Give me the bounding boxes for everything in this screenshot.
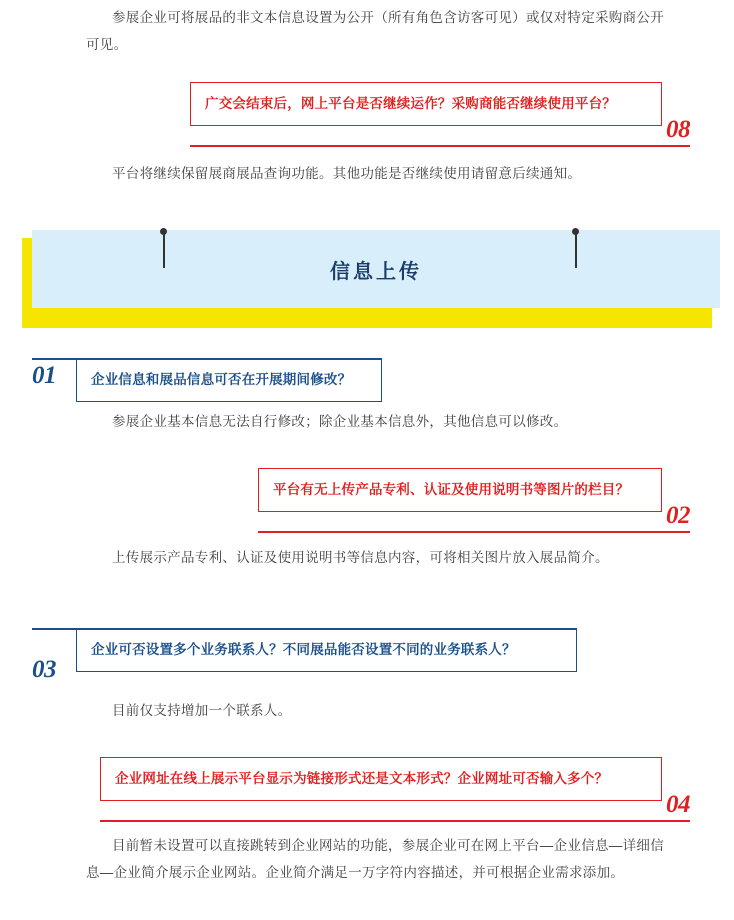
answer-text-01: 参展企业基本信息无法自行修改；除企业基本信息外，其他信息可以修改。	[112, 414, 568, 429]
answer-paragraph-01	[86, 408, 676, 435]
pin-right-head	[572, 228, 579, 235]
question-box-08	[190, 82, 662, 126]
question-box-01	[76, 358, 382, 402]
question-block-04	[100, 757, 690, 818]
answer-text-02: 上传展示产品专利、认证及使用说明书等信息内容，可将相关图片放入展品简介。	[112, 550, 609, 565]
question-text-01: 企业信息和展品信息可否在开展期间修改？	[91, 372, 352, 387]
answer-paragraph-08	[86, 160, 676, 187]
question-text-08: 广交会结束后，网上平台是否继续运作？采购商能否继续使用平台？	[205, 96, 616, 111]
question-number-03: 03	[32, 656, 56, 683]
accent-underline-08	[190, 145, 690, 147]
question-block-08	[190, 82, 690, 143]
question-block-03	[32, 628, 577, 683]
pin-right-needle	[575, 232, 577, 268]
answer-text-03: 目前仅支持增加一个联系人。	[112, 703, 292, 718]
section-banner	[0, 218, 734, 323]
question-box-04	[100, 757, 662, 801]
question-box-02	[258, 468, 662, 512]
answer-text-04: 目前暂未设置可以直接跳转到企业网站的功能，参展企业可在网上平台—企业信息—详细信息—企业简介展示企业网站。企业简介满足一万字符内容描述，并可根据企业需求添加。	[86, 838, 664, 880]
accent-overline-03	[32, 628, 577, 630]
question-text-04: 企业网址在线上展示平台显示为链接形式还是文本形式？企业网址可否输入多个？	[115, 771, 609, 786]
pin-left-needle	[163, 232, 165, 268]
accent-overline-01	[32, 358, 382, 360]
answer-paragraph-03	[86, 697, 676, 724]
pin-left-head	[160, 228, 167, 235]
question-text-02: 平台有无上传产品专利、认证及使用说明书等图片的栏目？	[273, 482, 630, 497]
answer-paragraph-04	[86, 832, 666, 886]
banner-panel	[32, 230, 720, 308]
question-text-03: 企业可否设置多个业务联系人？不同展品能否设置不同的业务联系人？	[91, 642, 516, 657]
question-number-04: 04	[666, 791, 690, 818]
top-answer-paragraph	[86, 4, 666, 58]
accent-underline-02	[258, 531, 690, 533]
answer-paragraph-02	[86, 544, 666, 571]
answer-text-08: 平台将继续保留展商展品查询功能。其他功能是否继续使用请留意后续通知。	[112, 166, 582, 181]
top-answer-text: 参展企业可将展品的非文本信息设置为公开（所有角色含访客可见）或仅对特定采购商公开可见。	[86, 10, 664, 52]
section-title: 信息上传	[330, 260, 422, 283]
accent-underline-04	[100, 820, 690, 822]
question-number-01: 01	[32, 362, 56, 389]
question-block-02	[258, 468, 690, 529]
question-block-01	[32, 358, 382, 402]
question-box-03	[76, 628, 577, 672]
question-number-08: 08	[666, 116, 690, 143]
question-number-02: 02	[666, 502, 690, 529]
